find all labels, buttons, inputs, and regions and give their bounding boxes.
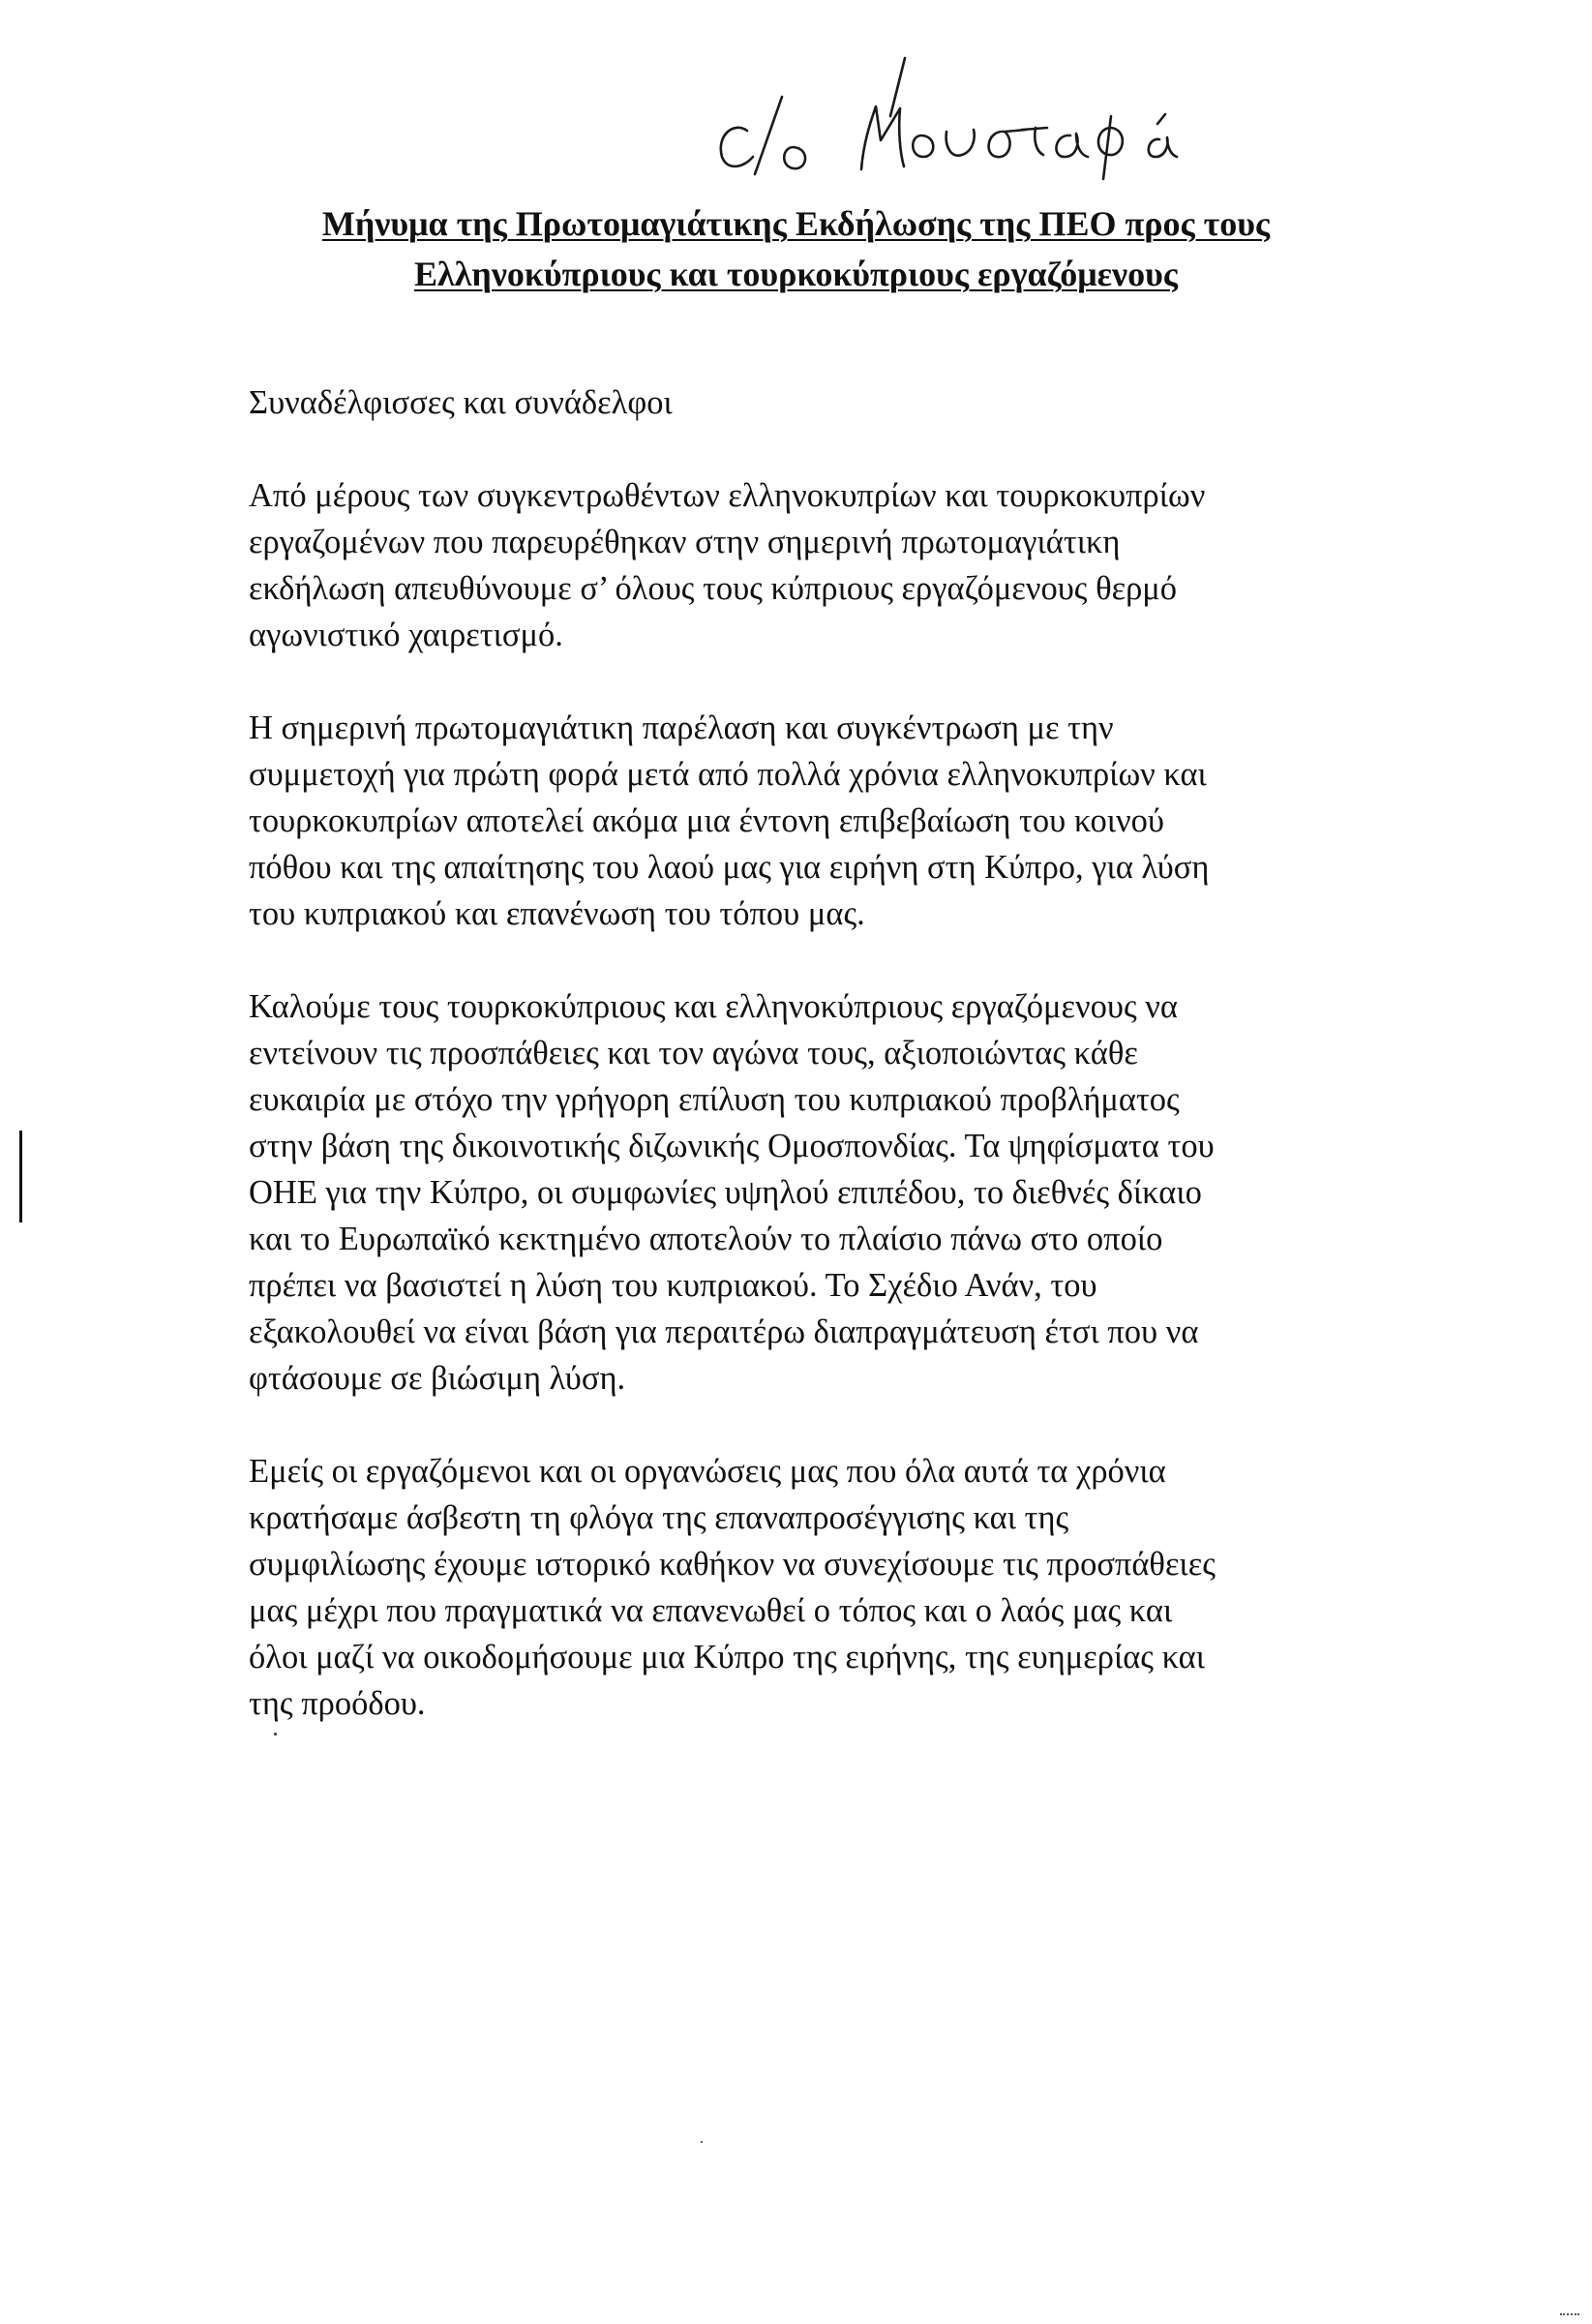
title-line-1: Μήνυμα της Πρωτομαγιάτικης Εκδήλωσης της ΠΕΟ προς τους [321, 204, 1271, 243]
paragraph-2: Η σημερινή πρωτομαγιάτικη παρέλαση και συγκέντρωση με την συμμετοχή για πρώτη φορά μετά από πολλά χρόνια ελληνοκυπρίων και τουρκοκυπρίων αποτελεί ακόμα μια έντονη επιβεβαίωση του κοινού πόθου και της απαίτησης του λαού μας για ειρήνη στη Κύπρο, για λύση του κυπριακού και επανένωση του τόπου μας. [249, 709, 1210, 932]
paragraph-4: Εμείς οι εργαζόμενοι και οι οργανώσεις μας που όλα αυτά τα χρόνια κρατήσαμε άσβεστη τη φλόγα της επαναπροσέγγισης και της συμφιλίωσης έχουμε ιστορικό καθήκον να συνεχίσουμε τις προσπάθειες μας μέχρι που πραγματικά να επανενωθεί ο τόπος και ο λαός μας και όλοι μαζί να οικοδομήσουμε μια Κύπρο της ειρήνης, της ευημερίας και της προόδου. [249, 1453, 1216, 1722]
title-line-2: Ελληνοκύπριους και τουρκοκύπριους εργαζόμενους [414, 255, 1178, 293]
scan-speck [274, 1733, 277, 1735]
margin-scan-mark [19, 1131, 22, 1222]
greeting: Συναδέλφισσες και συνάδελφοι [249, 384, 673, 421]
paragraph-1: Από μέρους των συγκεντρωθέντων ελληνοκυπρίων και τουρκοκυπρίων εργαζομένων που παρευρέθηκαν στην σημερινή πρωτομαγιάτικη εκδήλωση απευθύνουμε σ’ όλους τους κύπριους εργαζόμενους θερμό αγωνιστικό χαιρετισμό. [249, 477, 1206, 653]
corner-scan-mark [1560, 2313, 1579, 2317]
scan-speck [701, 2141, 703, 2143]
document-title [194, 198, 1398, 299]
letter-body [249, 379, 1371, 1773]
paragraph-3: Καλούμε τους τουρκοκύπριους και ελληνοκύπριους εργαζόμενους να εντείνουν τις προσπάθειες και τον αγώνα τους, αξιοποιώντας κάθε ευκαιρία με στόχο την γρήγορη επίλυση του κυπριακού προβλήματος στην βάση της δικοινοτικής διζωνικής Ομοσπονδίας. Τα ψηφίσματα του ΟΗΕ για την Κύπρο, οι συμφωνίες υψηλού επιπέδου, το διεθνές δίκαιο και το Ευρωπαϊκό κεκτημένο αποτελούν το πλαίσιο πάνω στο οποίο πρέπει να βασιστεί η λύση του κυπριακού. Το Σχέδιο Ανάν, του εξακολουθεί να είναι βάση για περαιτέρω διαπραγμάτευση έτσι που να φτάσουμε σε βιώσιμη λύση. [249, 988, 1215, 1397]
handwritten-annotation [697, 39, 1200, 184]
